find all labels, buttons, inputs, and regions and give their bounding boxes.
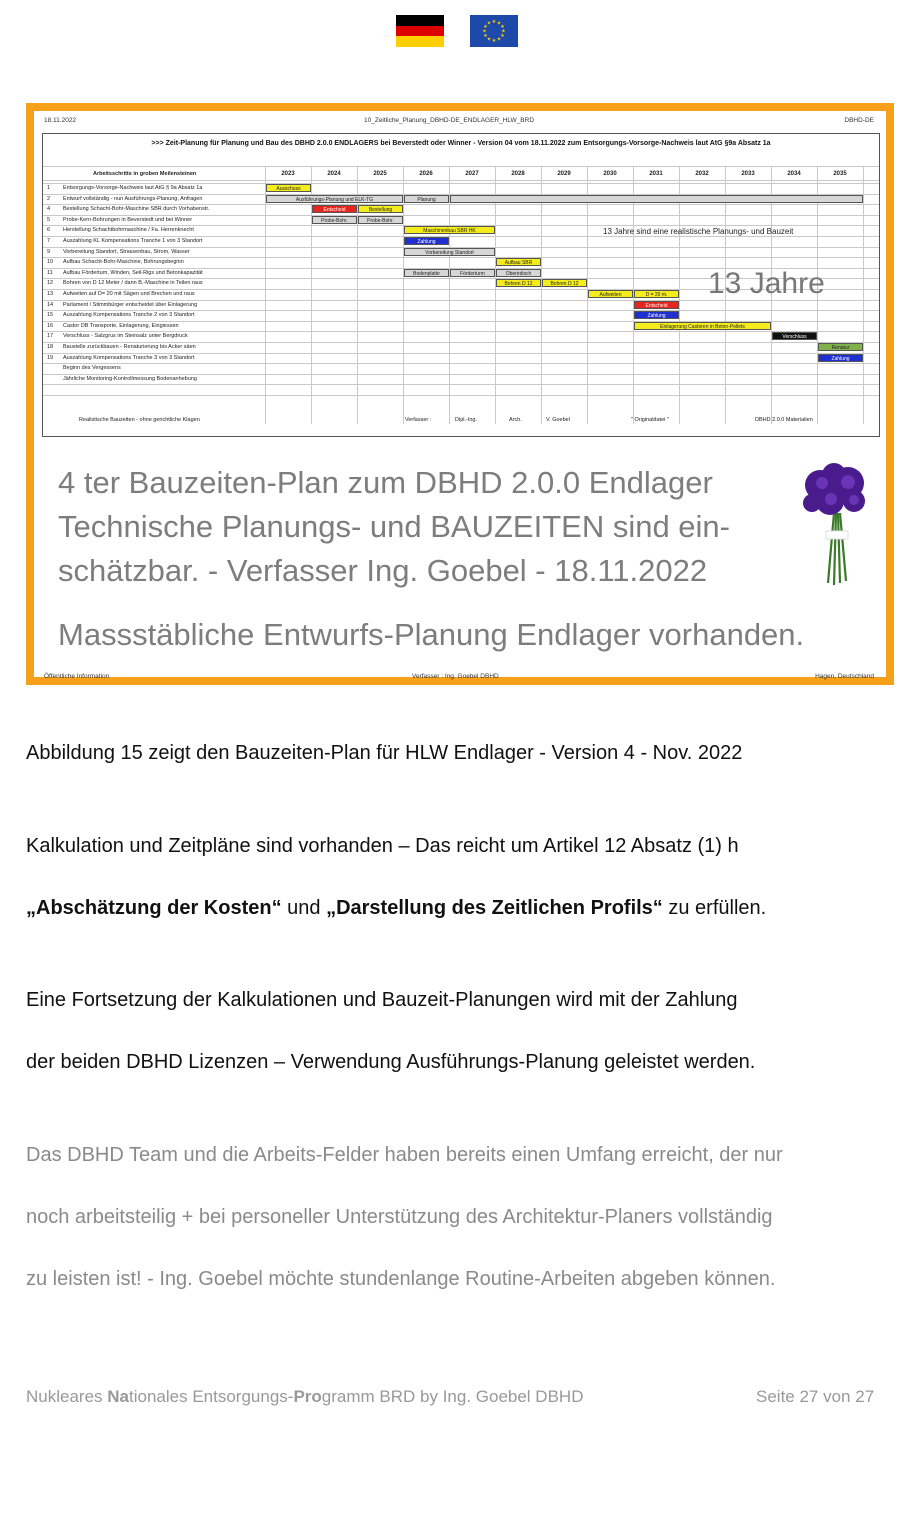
gantt-bar: Ausführungs-Planung und ELK-TG	[266, 195, 403, 203]
gantt-sheet	[42, 133, 880, 437]
row-label: Castor DB Transporte, Einlagerung, Eingiessen	[63, 322, 179, 329]
year-header: 2032	[695, 171, 709, 177]
grid-line	[43, 384, 879, 385]
footer-program	[26, 1387, 583, 1407]
year-header: 2030	[603, 171, 617, 177]
row-label: Aufbau Fördertum, Winden, Seil-Rigs und Betonkapazität	[63, 269, 203, 276]
gantt-bar: Entscheid	[312, 205, 357, 213]
sheet-code: DBHD-DE	[844, 117, 874, 124]
gantt-bar: Zahlung	[404, 237, 449, 245]
gantt-bar: Oberirdisch	[496, 269, 541, 277]
sheet-title: >>> Zeit-Planung für Planung und Bau des DBHD 2.0.0 ENDLAGERS bei Beverstedt oder Winner - Version 04 vom 18.11.2022 zum Entsorgungs-Vorsorge-Nachweis laut AtG §9a Absatz 1a	[151, 140, 771, 147]
flower-bouquet-icon	[800, 463, 872, 591]
gantt-bar: Renatur	[818, 343, 863, 351]
gantt-bar: Bestellung	[358, 205, 403, 213]
gantt-bar: Zahlung	[818, 354, 863, 362]
svg-text:★: ★	[500, 33, 505, 39]
caption-line-4: Massstäbliche Entwurfs-Planung Endlager vorhanden.	[58, 617, 805, 652]
gantt-bar: Aufbau SBR	[496, 258, 541, 266]
svg-text:★: ★	[483, 33, 488, 39]
row-number: 10	[47, 259, 54, 266]
year-header: 2027	[465, 171, 479, 177]
row-label: Auszahlung Kompensations Tranche 3 von 3 Standort	[63, 354, 195, 361]
row-number: 14	[47, 301, 54, 308]
row-label: Aufbau Schacht-Bohr-Maschine, Bohrungsbeginn	[63, 259, 184, 266]
footer-text-4: Pro	[293, 1387, 322, 1406]
row-label: Entsorgungs-Vorsorge-Nachweis laut AtG § 9a Absatz 1a	[63, 185, 203, 191]
row-number: 13	[47, 291, 54, 297]
year-header: 2024	[327, 171, 341, 177]
caption-line-3: schätzbar. - Verfasser Ing. Goebel - 18.11.2022	[58, 553, 708, 588]
row-label: Bohren von D 12 Meter / dann B.-Maschine in Teilen raus	[63, 280, 203, 287]
grid-line	[43, 215, 879, 216]
paragraph-continuation-2: der beiden DBHD Lizenzen – Verwendung Ausführungs-Planung geleistet werden.	[26, 1051, 756, 1073]
svg-text:★: ★	[496, 36, 502, 43]
grid-line	[43, 204, 879, 205]
paragraph-team-1: Das DBHD Team und die Arbeits-Felder haben bereits einen Umfang erreicht, der nur	[26, 1144, 783, 1166]
gantt-bar: Einlagerung Castoren in Beton-Pellets	[634, 322, 771, 330]
footer-location: Hagen, Deutschland	[815, 673, 874, 680]
paragraph-requirements	[26, 897, 766, 920]
footer-text-3: tionales Entsorgungs-	[129, 1387, 294, 1406]
year-header: 2025	[373, 171, 387, 177]
row-label: Probe-Kern-Bohrungen in Beverstedt und bei Winner	[63, 216, 193, 223]
row-label: Herstellung Schachtbohrmaschine / Fa. Herrenknecht	[63, 227, 194, 234]
svg-text:★: ★	[482, 28, 487, 35]
year-header: 2023	[281, 171, 295, 177]
column-header: Arbeitsschritte in groben Meilensteinen	[93, 171, 197, 177]
row-label: Jährliche Monitoring-Kontrollmessung Bodenanhebung	[63, 375, 197, 382]
svg-text:★: ★	[491, 38, 497, 44]
grid-line	[43, 395, 879, 396]
year-header: 2029	[557, 171, 571, 177]
row-number: 7	[47, 238, 51, 244]
row-label: Entwurf vollständig - nun Ausführungs-Planung, Anfragen	[63, 195, 203, 202]
gantt-bar	[450, 195, 863, 203]
row-label: Baustelle zurückbauen - Renaturierung bis Acker säen	[63, 344, 196, 350]
row-label: Parlament / Stimmbürger entscheidet über Einlagerung	[63, 301, 198, 308]
row-number: 18	[47, 344, 54, 350]
sign-dipl: Dipl.-Ing.	[455, 417, 478, 423]
row-number: 6	[47, 227, 51, 234]
footer-text-5: gramm BRD by Ing. Goebel DBHD	[321, 1387, 584, 1406]
row-number: 15	[47, 312, 54, 319]
svg-text:★: ★	[501, 28, 506, 35]
row-label: Aufweiten auf D= 20 mit Sägen und Brechen und raus	[63, 291, 195, 297]
year-header: 2028	[511, 171, 525, 177]
row-number: 9	[47, 248, 51, 255]
gantt-bar: Vorbereitung Standort	[404, 248, 495, 256]
svg-text:★: ★	[486, 36, 492, 43]
footer-text-1: Nukleares	[26, 1387, 108, 1406]
svg-text:★: ★	[486, 20, 492, 27]
gantt-bar: Probe-Bohr.	[312, 216, 357, 224]
footer-author: Verfasser : Ing. Goebel DBHD	[412, 673, 499, 680]
row-number: 17	[47, 333, 54, 340]
eu-flag-icon	[470, 15, 518, 47]
text-and: und	[281, 897, 327, 919]
row-number: 19	[47, 354, 54, 361]
paragraph-figure-caption: Abbildung 15 zeigt den Bauzeiten-Plan für HLW Endlager - Version 4 - Nov. 2022	[26, 742, 743, 764]
year-header: 2031	[649, 171, 663, 177]
grid-line	[43, 180, 879, 181]
paragraph-team-3: zu leisten ist! - Ing. Goebel möchte stundenlange Routine-Arbeiten abgeben können.	[26, 1268, 776, 1290]
text-time-profile: „Darstellung des Zeitlichen Profils“	[326, 897, 663, 919]
grid-line	[43, 310, 879, 311]
row-label: Bestellung Schacht-Bohr-Maschine SBR durch Vorhabenstr.	[63, 206, 210, 213]
row-number: 5	[47, 216, 51, 223]
gantt-bar: Bohren D 12	[542, 279, 587, 287]
sheet-file: 10_Zeitliche_Planung_DBHD-DE_ENDLAGER_HLW_BRD	[364, 117, 535, 124]
row-number: 4	[47, 206, 51, 213]
sheet-date: 18.11.2022	[44, 117, 77, 124]
grid-line	[43, 166, 879, 167]
footer-text-2: Na	[107, 1387, 129, 1406]
row-label: Verschluss - Salzgrus im Steinsalz unter Bergdruck	[63, 333, 188, 340]
figure-frame	[26, 103, 894, 685]
row-label: Beginn des Vergessens	[63, 365, 121, 372]
sign-name: V. Goebel	[546, 417, 570, 423]
note-big: 13 Jahre	[708, 267, 825, 300]
gantt-bar: Probe-Bohr.	[358, 216, 403, 224]
paragraph-continuation-1: Eine Fortsetzung der Kalkulationen und Bauzeit-Planungen wird mit der Zahlung	[26, 989, 738, 1011]
year-header: 2033	[741, 171, 755, 177]
gantt-bar: Bohren D 12	[496, 279, 541, 287]
svg-text:★: ★	[483, 24, 488, 30]
row-label: Auszahlung KL Kompensations Tranche 1 von 3 Standort	[63, 238, 203, 244]
grid-line	[43, 236, 879, 237]
row-label: Vorbereitung Standort, Strassenbau, Strom, Wasser	[63, 248, 190, 255]
svg-text:★: ★	[496, 20, 502, 27]
gantt-bar: Förderturm	[450, 269, 495, 277]
row-number: 1	[47, 185, 51, 191]
grid-line	[43, 342, 879, 343]
text-fulfil: zu erfüllen.	[662, 897, 767, 919]
row-number: 12	[47, 280, 54, 287]
caption-line-2: Technische Planungs- und BAUZEITEN sind ein-	[58, 509, 730, 544]
paragraph-team-2: noch arbeitsteilig + bei personeller Unterstützung des Architektur-Planers vollständig	[26, 1206, 773, 1228]
gantt-bar: Entscheid	[634, 301, 679, 309]
text-cost-estimate: „Abschätzung der Kosten“	[26, 897, 282, 919]
gantt-bar: D = 20 m.	[634, 290, 679, 298]
footer-public: Öffentliche Information	[44, 673, 110, 680]
gantt-bar: Verschluss	[772, 332, 817, 340]
grid-line	[43, 257, 879, 258]
row-label: Realistische Bauzeiten - ohne gerichtliche Klagen	[79, 417, 200, 423]
row-label: Auszahlung Kompensations Tranche 2 von 3 Standort	[63, 312, 195, 319]
gantt-bar: Maschinenbau SBR HK	[404, 226, 495, 234]
gantt-bar: Ausschuss	[266, 184, 311, 192]
gantt-bar: Aufweiten	[588, 290, 633, 298]
grid-line	[43, 183, 879, 184]
svg-text:★: ★	[500, 24, 505, 30]
gantt-bar: Planung	[404, 195, 449, 203]
year-header: 2035	[833, 171, 847, 177]
gantt-bar: Zahlung	[634, 311, 679, 319]
grid-line	[43, 331, 879, 332]
german-flag-icon	[396, 15, 444, 47]
grid-line	[43, 363, 879, 364]
sign-orig: " Originaldatei "	[631, 417, 669, 423]
grid-line	[43, 353, 879, 354]
page-number: Seite 27 von 27	[756, 1387, 875, 1406]
sign-material: DBHD 2.0.0 Materialien	[755, 417, 813, 423]
svg-text:★: ★	[491, 19, 497, 25]
grid-line	[43, 374, 879, 375]
year-header: 2034	[787, 171, 801, 177]
sign-arch: Arch.	[509, 417, 522, 423]
sign-verfasser: Verfasser :	[405, 417, 432, 423]
paragraph-calculation: Kalkulation und Zeitpläne sind vorhanden – Das reicht um Artikel 12 Absatz (1) h	[26, 835, 739, 857]
year-header: 2026	[419, 171, 433, 177]
row-number: 2	[47, 195, 51, 202]
row-number: 16	[47, 322, 54, 329]
caption-line-1: 4 ter Bauzeiten-Plan zum DBHD 2.0.0 Endlager	[58, 465, 713, 500]
note-small: 13 Jahre sind eine realistische Planungs- und Bauzeit	[603, 227, 794, 236]
row-number: 11	[47, 269, 53, 276]
gantt-bar: Bodenplatte	[404, 269, 449, 277]
